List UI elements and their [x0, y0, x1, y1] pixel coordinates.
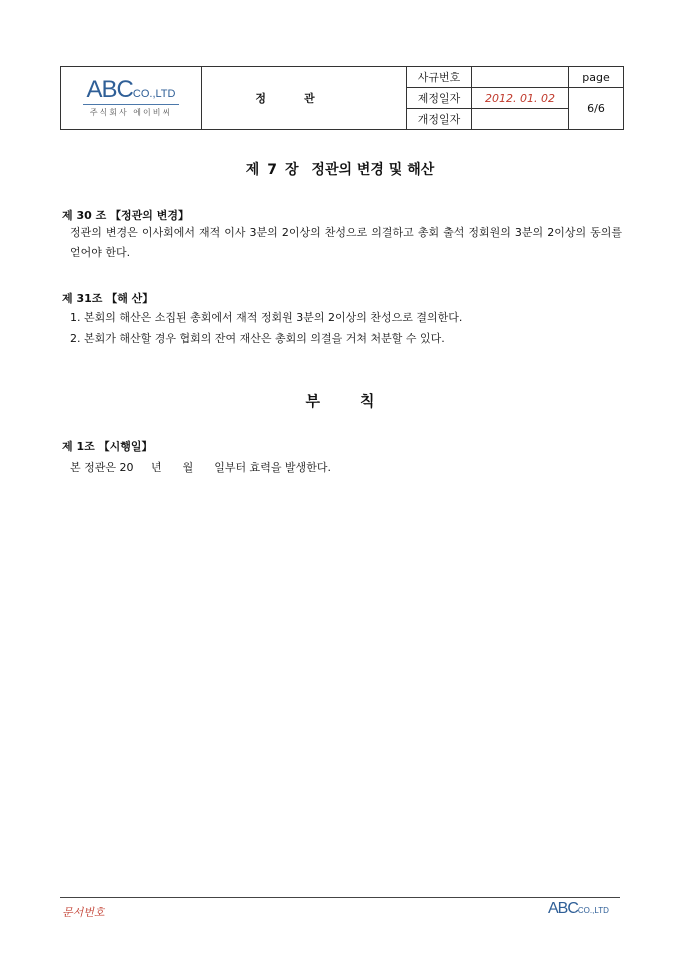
article-31-item-2: 2. 본회가 해산할 경우 협회의 잔여 재산은 총회의 의결을 거쳐 처분할 수 있다.: [70, 332, 445, 345]
logo-subtitle: 주식회사 에이비씨: [89, 108, 173, 117]
footer-doc-number-label: 문서번호: [62, 906, 105, 919]
footer-logo-abc: ABC: [548, 900, 578, 917]
logo-underline: [83, 104, 179, 105]
footer-logo: [548, 900, 609, 918]
article-30-text: 정관의 변경은 이사회에서 재적 이사 3분의 2이상의 찬성으로 의결하고 총회 출석 정회원의 3분의 2이상의 동의를 얻어야 한다.: [70, 226, 622, 259]
document-header-table: [60, 66, 624, 130]
revision-date-label: 개정일자: [407, 109, 472, 130]
article-30-title: 제 30 조 【정관의 변경】: [62, 209, 190, 222]
article-31-item-1: 1. 본회의 해산은 소집된 총회에서 재적 정회원 3분의 2이상의 찬성으로 결의한다.: [70, 311, 463, 324]
title-char-1: 정: [255, 92, 304, 105]
page-number: 6/6: [569, 88, 624, 130]
title-char-2: 관: [304, 92, 353, 105]
page-label: page: [569, 67, 624, 88]
revision-date-value: [472, 109, 569, 130]
enactment-date-value: [472, 88, 569, 109]
appendix-heading: [0, 390, 680, 411]
regulation-number-value: [472, 67, 569, 88]
enactment-date-text: 2012. 01. 02: [485, 91, 555, 105]
document-title: [202, 67, 407, 130]
regulation-number-label: 사규번호: [407, 67, 472, 88]
chapter-unit: 장: [285, 162, 299, 178]
chapter-title: 정관의 변경 및 해산: [311, 162, 435, 178]
company-logo: [61, 67, 202, 130]
chapter-prefix: 제: [245, 162, 260, 178]
chapter-heading: [0, 159, 680, 179]
logo-abc-text: ABC: [86, 76, 133, 103]
chapter-number: 7: [267, 162, 278, 178]
article-31-title: 제 31조 【해 산】: [62, 292, 154, 305]
appendix-article-text: 본 정관은 20 년 월 일부터 효력을 발생한다.: [70, 461, 331, 474]
footer-logo-suffix: CO.,LTD: [577, 906, 609, 915]
footer-divider: [60, 897, 620, 898]
appendix-char-2: 칙: [360, 392, 375, 410]
logo-suffix-text: CO.,LTD: [132, 88, 176, 100]
enactment-date-label: 제정일자: [407, 88, 472, 109]
appendix-article-title: 제 1조 【시행일】: [62, 440, 153, 453]
appendix-char-1: 부: [305, 392, 320, 410]
